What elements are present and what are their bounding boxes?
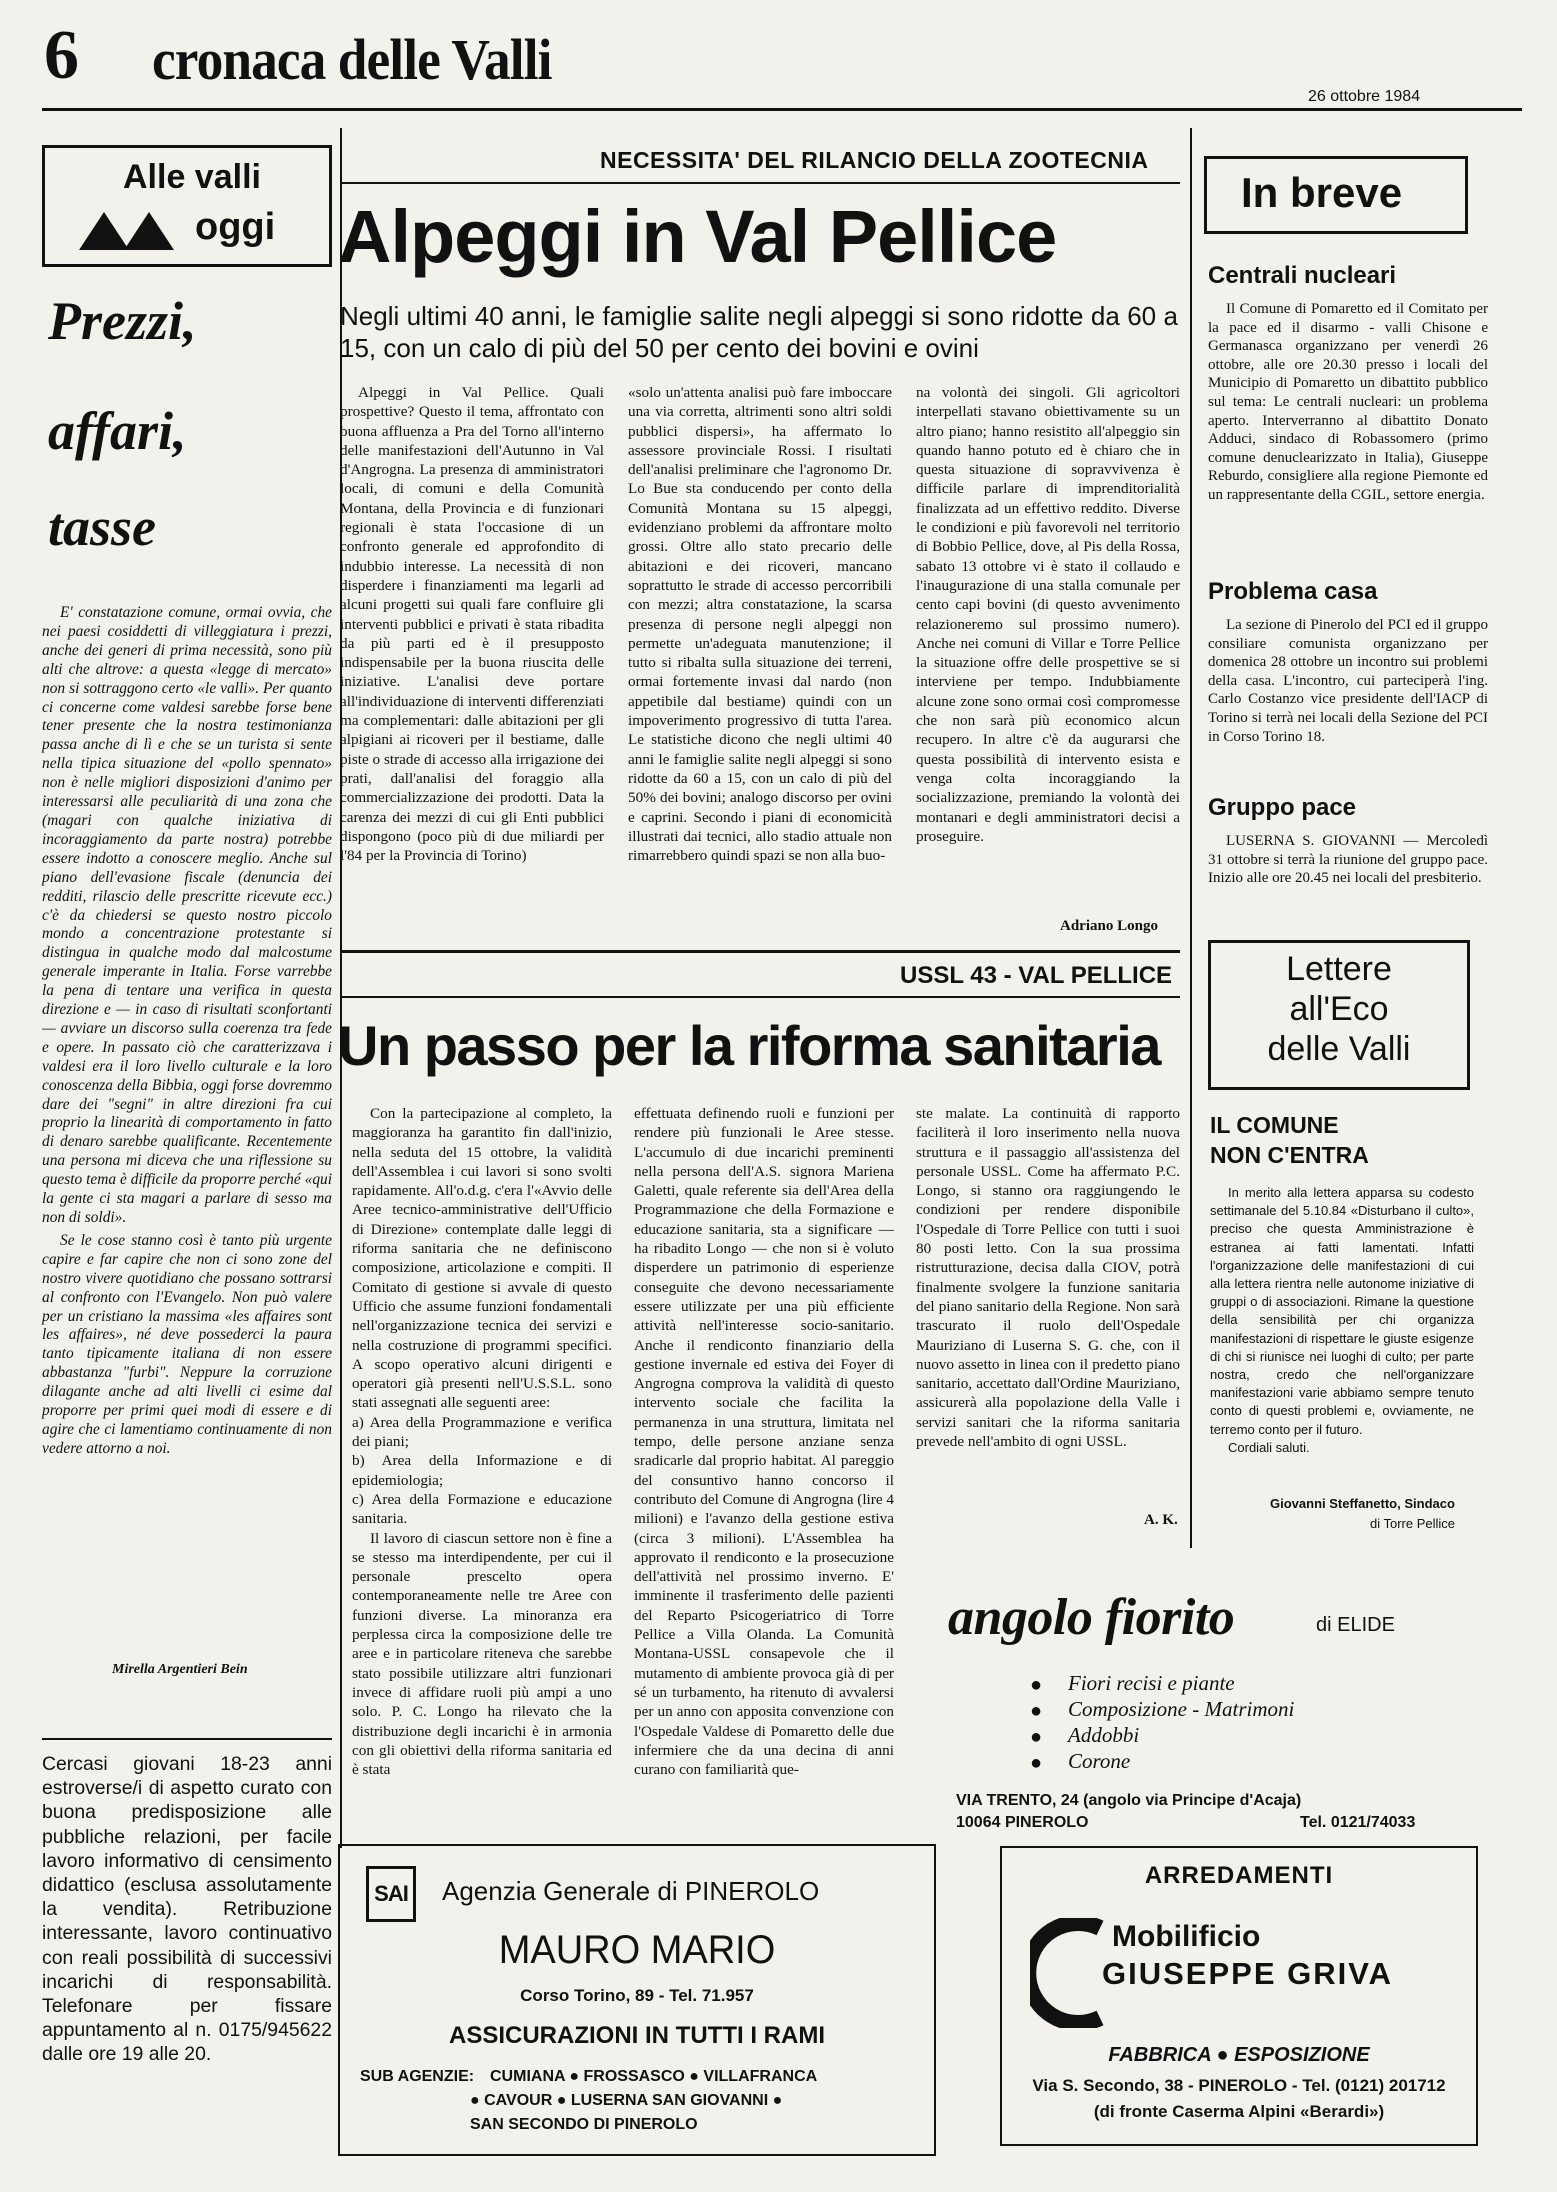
sai-sub-line1: CUMIANA ● FROSSASCO ● VILLAFRANCA (490, 2068, 818, 2085)
lettere-signature: Giovanni Steffanetto, Sindaco (1270, 1496, 1455, 1511)
ussl-headline: Un passo per la riforma sanitaria (338, 1014, 1160, 1077)
lettere-closing: Cordiali saluti. (1228, 1439, 1310, 1455)
griva-address: Via S. Secondo, 38 - PINEROLO - Tel. (0121) 201712 (1032, 2076, 1446, 2095)
ussl-col-2 (634, 1104, 894, 1779)
alpeggi-col-1 (340, 383, 604, 865)
alle-valli-line2: oggi (195, 206, 276, 248)
classified-top-rule (42, 1738, 332, 1740)
ussl-col-2-text: effettuata definendo ruoli e funzioni per rendere più funzionali le Aree stesse. L'accumulo di due incarichi preminenti nella persona dell'A.S. signora Mariena Galetti, quale referente sia dell'Area della Programmazione che della Formazione e educazione sanitaria, sta a significare — ha ribadito Longo — che non si è voluto disperdere un patrimonio di esperienze conseguite che devono necessariamente essere utilizzate per una più efficiente attività nell'interesse socio-sanitario. Anche il rendiconto finanziario della gestione invernale ed estiva dei Foyer di Angrogna comprova la validità di questo intervento sociale che facilita la permanenza in una struttura, limitata nel tempo, delle persone anziane senza sradicarle dal proprio habitat. Al pareggio del consuntivo hanno concorso il contributo del Comune di Angrogna (lire 4 milioni) e l'avanzo della gestione estiva (circa 3 milioni). L'Assemblea ha approvato il rendiconto e la prosecuzione dell'attività nel prossimo inverno. E' imminente il trasferimento delle pazienti del Reparto Psicogeriatrico di Torre Pellice a Villa Olanda. La Comunità Montana-USSL consapevole che il mutamento di ambiente provoca già di per sé un turbamento, ha ritenuto di avvalersi per un anno con apposita convenzione con l'Ospedale Valdese di Pomaretto delle due infermiere che da una decina di anni curano con familiarità que- (634, 1105, 894, 1779)
alpeggi-col-2 (628, 383, 892, 865)
sai-slogan: ASSICURAZIONI IN TUTTI I RAMI (449, 2022, 825, 2049)
angolo-fiorito-address: VIA TRENTO, 24 (angolo via Principe d'Acaja) (956, 1792, 1302, 1809)
ussl-col-3-text: ste malate. La continuità di rapporto faciliterà il loro inserimento nella nuova struttura e il passaggio all'assistenza del personale USSL. Come ha affermato P.C. Longo, si stanno ora raggiungendo le condizioni per rendere disponibile l'Ospedale di Torre Pellice con tutti i suoi 80 posti letto. Con la sua prossima ristrutturazione, decisa dalla CIOV, potrà finalmente svolgere la funzione sanitaria del piano sanitario della Regione. Non sarà trascurato il ruolo dell'Ospedale Mauriziano di Luserna S. G. che, con il nuovo assetto in linea con il predetto piano sanitario, accettato dall'Ordine Mauriziano, assicurerà alla popolazione della Valle i servizi sanitari che la riforma sanitaria prevede nell'ambito di ogni USSL. (916, 1105, 1180, 1451)
lettere-title-3: delle Valli (1267, 1030, 1411, 1068)
sai-logo: SAI (366, 1866, 416, 1922)
angolo-fiorito-list (1030, 1670, 1294, 1774)
brief-text (1208, 300, 1488, 505)
alpeggi-kicker: NECESSITA' DEL RILANCIO DELLA ZOOTECNIA (600, 147, 1149, 173)
ussl-list-item: b) Area della Informazione e di epidemiologia; (352, 1452, 612, 1489)
sai-sub-line3: SAN SECONDO DI PINEROLO (470, 2116, 698, 2133)
angolo-fiorito-name: angolo fiorito (948, 1589, 1235, 1646)
ussl-list-item: a) Area della Programmazione e verifica dei piani; (352, 1413, 612, 1451)
sai-ad (338, 1844, 936, 2156)
brief-text (1208, 616, 1488, 746)
editorial-paragraph: Se le cose stanno così è tanto più urgente capire e far capire che non ci sono zone del nostro vivere quotidiano che possano sottrarsi al confronto con l'Evangelo. Non può valere per un cristiano la massima «les affaires sont les affaires», né deve possederci la paura tanto tipicamente italiana di non essere abbastanza "furbi". Neppure la corruzione dilagante anche ad alti livelli ci esime dal proporre per primi quei modi di essere e di agire che ci lamentiamo continuamente di non vedere attorno a noi. (42, 1231, 332, 1457)
alle-valli-line1: Alle valli (123, 158, 261, 196)
brief-text-centrali: Il Comune di Pomaretto ed il Comitato per la pace ed il disarmo - valli Chisone e Germanasca organizzano per venerdì 26 ottobre, alle ore 20.30 presso i locali del Municipio di Pomaretto un dibattito pubblico sul tema: Le centrali nucleari: un problema aperto. Interverranno al dibattito Donato Adduci, sindaco di Robassomero (primo comune denuclearizzato in Italia), Giuseppe Reburdo, consigliere alla regione Piemonte ed un rappresentante della CGIL, settore energia. (1208, 301, 1488, 503)
ussl-kicker-rule (340, 996, 1180, 998)
alle-valli-box (42, 145, 332, 267)
brief-text-pace: LUSERNA S. GIOVANNI — Mercoledì 31 ottobre si terrà la riunione del gruppo pace. Inizio alle ore 20.45 nei locali del presbiterio. (1208, 833, 1488, 887)
editorial-headline-2: affari, (48, 401, 187, 461)
mountains-icon (79, 210, 179, 250)
editorial-headline-3: tasse (48, 497, 156, 557)
list-item: ● Addobbi (1030, 1722, 1294, 1748)
issue-date: 26 ottobre 1984 (1308, 88, 1421, 105)
masthead (0, 0, 1557, 110)
right-column-divider (1190, 128, 1192, 1548)
angolo-fiorito-phone: Tel. 0121/74033 (1300, 1814, 1416, 1831)
griva-note: (di fronte Caserma Alpini «Berardi») (1093, 2102, 1385, 2121)
angolo-fiorito-city: 10064 PINEROLO (956, 1814, 1089, 1831)
griva-brand-2: GIUSEPPE GRIVA (1102, 1956, 1393, 1991)
brief-heading: Problema casa (1208, 578, 1378, 605)
brief-heading: Gruppo pace (1208, 794, 1357, 821)
alpeggi-kicker-rule (340, 182, 1180, 184)
sai-address: Corso Torino, 89 - Tel. 71.957 (520, 1986, 754, 2005)
lettere-title-1: Lettere (1286, 950, 1392, 988)
list-item: ● Fiori recisi e piante (1030, 1670, 1294, 1696)
list-item: ● Composizione - Matrimoni (1030, 1696, 1294, 1722)
lettere-headline-1: IL COMUNE (1210, 1112, 1339, 1138)
griva-ad (1000, 1846, 1478, 2146)
sai-name: MAURO MARIO (498, 1928, 776, 1972)
newspaper-title: cronaca delle Valli (152, 27, 552, 92)
ussl-col-1-text: Con la partecipazione al completo, la maggioranza ha garantito fin dall'inizio, nella seduta del 15 ottobre, la validità dell'Assemblea i cui lavori si sono svolti rapidamente. All'o.d.g. c'era l'«Avvio delle Aree tecnico-amministrative dell'Ufficio di Direzione» contemplate dalle leggi di riforma sanitaria che ne definiscono composizione, articolazione e compiti. Il Comitato di gestione si avvale di questo Ufficio che assume funzioni fondamentali nell'organizzazione tecnica dei servizi e nella costruzione di programmi specifici. A scopo operativo alcuni dirigenti e operatori già presenti nell'U.S.S.L. sono stati assegnati alle seguenti aree: (352, 1105, 612, 1412)
editorial-signature: Mirella Argentieri Bein (112, 1662, 248, 1677)
sai-sub-label: SUB AGENZIE: (360, 2068, 475, 2085)
alpeggi-byline: Adriano Longo (1060, 918, 1158, 934)
in-breve-box (1204, 156, 1468, 234)
alpeggi-col-3-text: na volontà dei singoli. Gli agricoltori interpellati stavano obiettivamente su un altro piano; hanno resistito all'alpeggio sin quando hanno potuto ed è chiaro che in questa situazione di sopravvivenza è difficile parlare di imprenditorialità finalizzata ad un effettivo reddito. Diverse le condizioni e più favorevoli nel territorio di Bobbio Pellice, dove, al Pis della Rossa, sabato 13 ottobre vi è stato il collaudo e l'inaugurazione di una stalla comunale per cento capi bovini (di questo avvenimento relazioneremo sul prossimo numero). Anche nei comuni di Villar e Torre Pellice la situazione offre delle prospettive se si interviene per tempo. Indubbiamente alcune zone sono ormai così compromesse che non sarà più economico alcun recupero. In altre c'è da augurarsi che questa possibilità di intervento esista e venga colta incoraggiando la socializzazione, premiando la volontà dei montanari e degli amministratori decisi a proseguire. (916, 384, 1180, 845)
in-breve-title: In breve (1241, 169, 1403, 216)
lettere-box (1208, 940, 1470, 1090)
masthead-rule (42, 108, 1522, 111)
brief-heading: Centrali nucleari (1208, 262, 1397, 289)
alpeggi-col-1-text: Alpeggi in Val Pellice. Quali prospettive? Questo il tema, affrontato con buona affluenza a Pra del Torno all'interno delle manifestazioni dell'Autunno in Val d'Angrogna. La presenza di amministratori locali, di comuni e della Comunità Montana, della Provincia e di funzionari regionali è stata l'occasione di un confronto generale ed approfondito di indubbio interesse. La necessità di non disperdere i finanziamenti ma legarli ad alcuni progetti sui quali fare confluire gli interventi pubblici e privati è stata ribadita da più parti ed è il presupposto indispensabile per la buona riuscita delle iniziative. L'analisi deve portare all'individuazione di interventi differenziati ma complementari: dalle abitazioni per gli alpigiani ai ricoveri per il bestiame, dalle piste o strade di accesso alla irrigazione dei prati, dall'analisi del foraggio alla commercializzazione dei prodotti. Data la carenza dei mezzi di cui gli Enti pubblici dispongono (poco più di due miliardi per l'84 per la Provincia di Torino) (340, 384, 604, 865)
lettere-signature-2: di Torre Pellice (1370, 1516, 1456, 1531)
lettere-body (1210, 1184, 1474, 1457)
alpeggi-col-3 (916, 383, 1180, 846)
ussl-col-1 (352, 1104, 612, 1779)
angolo-fiorito-owner: di ELIDE (1316, 1614, 1395, 1636)
lettere-headline-2: NON C'ENTRA (1210, 1142, 1369, 1168)
griva-category: ARREDAMENTI (1144, 1862, 1334, 1889)
sai-sub-line2: ● CAVOUR ● LUSERNA SAN GIOVANNI ● (470, 2092, 783, 2109)
classified-ad: Cercasi giovani 18-23 anni estroverse/i di aspetto curato con buona predisposizione alle pubbliche relazioni, per facile lavoro informativo di censimento didattico (esclusa assolutamente la vendita). Retribuzione interessante, lavoro continuativo con reali possibilità di successivi incarichi di responsabilità. Telefonare per fissare appuntamento al n. 0175/945622 dalle ore 19 alle 20. (42, 1753, 332, 2066)
angolo-fiorito-ad (940, 1578, 1480, 1838)
page-number: 6 (44, 17, 79, 94)
editorial-paragraph: E' constatazione comune, ormai ovvia, che nei paesi cosiddetti di villeggiatura i prezzi, anche dei generi di prima necessità, sono più alti che altrove: a questa «legge di mercato» non si sottraggono certo «le valli». Per quanto ci concerne come valdesi sarebbe forse bene tener presente che la nostra testimonianza passa anche di lì e che se un turista si sente nella tipica situazione del «pollo spennato» non è nelle migliori disposizioni d'animo per interessarsi alle peculiarità di una zona che (magari con qualche iniziativa di incoraggiamento da parte nostra) potrebbe essere indotto a conoscere meglio. Anche sul piano dell'evasione fiscale (denuncia dei redditi, rilascio delle prescritte ricevute ecc.) c'è da chiedersi se questo nostro piccolo mondo a concentrazione protestante si distingua in qualche modo dal malcostume generale imperante in Italia. Forse varrebbe la pena di tentare una verifica in questa direzione e — in caso di risultati sconfortanti — avviare un discorso sulla coerenza tra fede e opere. In passato ciò che caratterizzava i valdesi era il loro livello culturale e la loro conoscenza della Bibbia, oggi forse dovremmo dare dei "segni" in altre direzioni fra cui proprio la linearità di comportamento in fatto di denaro sarebbe qualificante. Recentemente una persona mi diceva che una riflessione su questo tema è difficile da proporre perché «qui la gente ci sta magari a parlare di sesso ma non di soldi». (42, 604, 332, 1226)
griva-logo-icon (1030, 1918, 1110, 2028)
alpeggi-deck: Negli ultimi 40 anni, le famiglie salite negli alpeggi si sono ridotte da 60 a 15, con un calo di più del 50 per cento dei bovini e ovini (340, 301, 1178, 363)
ussl-list-item: c) Area della Formazione e educazione sanitaria. (352, 1490, 612, 1528)
alpeggi-bottom-rule (340, 950, 1180, 953)
brief-text-casa: La sezione di Pinerolo del PCI ed il gruppo consiliare comunista organizzano per domenica 28 ottobre un incontro sui problemi della casa. L'incontro, cui parteciperà l'ing. Carlo Costanzo vice presidente dell'IACP di Torino si terrà nei locali della Sezione del PCI in Corso Torino 18. (1208, 617, 1488, 745)
ussl-kicker: USSL 43 - VAL PELLICE (900, 962, 1173, 989)
brief-text (1208, 832, 1488, 888)
ussl-col-1-end: Il lavoro di ciascun settore non è fine a se stesso ma interdipendente, per cui il personale prescelto opera contemporaneamente nelle tre Aree con funzioni diverse. La minoranza era perplessa circa la composizione delle tre aree e in particolare riteneva che sarebbe stato possibile utilizzare altri funzionari invece di affidare ruoli più ampi a uno solo. P. C. Longo ha rilevato che la distribuzione degli incarichi è in armonia con gli obiettivi della riforma sanitaria ed è stata (352, 1529, 612, 1779)
alpeggi-headline: Alpeggi in Val Pellice (338, 195, 1057, 278)
sai-agency: Agenzia Generale di PINEROLO (442, 1876, 820, 1906)
griva-tagline: FABBRICA ● ESPOSIZIONE (1108, 2044, 1370, 2066)
list-item: ● Corone (1030, 1748, 1294, 1774)
lettere-text: In merito alla lettera apparsa su codesto settimanale del 5.10.84 «Disturbano il culto», preciso che questa Amministrazione è estranea ai fatti lamentati. Infatti l'organizzazione delle manifestazioni di cui alla lettera rientra nelle autonome iniziative di gruppi o di associazioni. Rimane la questione della sensibilità per chi organizza manifestazioni di rispettare le giuste esigenze di chi si riunisce nei luoghi di culto; per parte nostra, credo che nell'organizzare manifestazioni varie abbiamo sempre tenuto conto di questi problemi e, ovviamente, ne terremo conto per il futuro. (1210, 1185, 1474, 1437)
ussl-byline: A. K. (1144, 1512, 1178, 1528)
ussl-col-3 (916, 1104, 1180, 1451)
lettere-title-2: all'Eco (1289, 990, 1389, 1028)
griva-brand-1: Mobilificio (1112, 1920, 1261, 1953)
editorial-headline-1: Prezzi, (48, 291, 197, 351)
editorial-body (42, 604, 332, 1459)
alpeggi-col-2-text: «solo un'attenta analisi può fare imboccare una via corretta, altrimenti sono altri soldi pubblici dispersi», ha affermato lo assessore provinciale Rossi. I risultati dell'analisi preliminare che l'agronomo Dr. Lo Bue sta conducendo per conto della Comunità Montana su 15 alpeggi, evidenziano problemi da affrontare molto grossi. Oltre allo stato precario delle abitazioni e dei ricoveri, mancano soprattutto le strade di accesso percorribili con mezzi; altra constatazione, la scarsa presenza di persone negli alpeggi non permette un'adeguata manutenzione; il tutto si ribalta sulla situazione dei terreni, ormai fortemente invasi dal nardo (non appetibile dal bestiame) quindi con un impoverimento progressivo di tutta l'area. Le statistiche dicono che negli ultimi 40 anni le famiglie salite negli alpeggi si sono ridotte da 60 a 15, con un calo di più del 50% dei bovini; analogo discorso per ovini e caprini. Secondo i piani di economicità illustrati dai tecnici, allo stadio attuale non rimarrebbero quindi spazi se non alla buo- (628, 384, 892, 865)
